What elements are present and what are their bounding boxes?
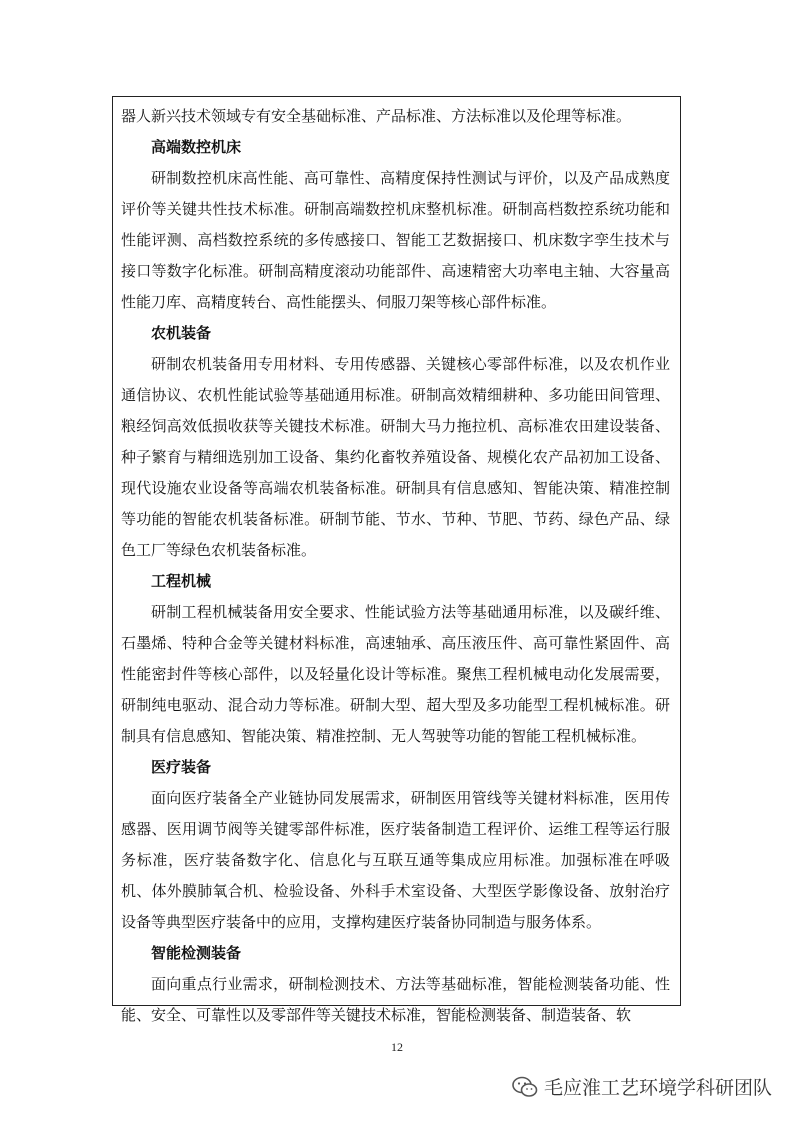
document-frame	[112, 96, 681, 1024]
paragraph-agri: 研制农机装备用专用材料、专用传感器、关键核心零部件标准，以及农机作业通信协议、农机性能试验等基础通用标准。研制高效精细耕种、多功能田间管理、粮经饲高效低损收获等关键技术标准。研制大马力拖拉机、高标准农田建设装备、种子繁育与精细选别加工设备、集约化畜牧养殖设备、规模化农产品初加工设备、现代设施农业设备等高端农机装备标准。研制具有信息感知、智能决策、精准控制等功能的智能农机装备标准。研制节能、节水、节种、节肥、节药、绿色产品、绿色工厂等绿色农机装备标准。	[121, 355, 670, 559]
section-heading-medical: 医疗装备	[151, 758, 212, 776]
paragraph-inspection: 面向重点行业需求，研制检测技术、方法等基础标准，智能检测装备功能、性能、安全、可靠性以及零部件等关键技术标准，智能检测装备、制造装备、软	[121, 975, 670, 1024]
section-heading-inspection: 智能检测装备	[151, 944, 242, 962]
watermark-text: 毛应淮工艺环境学科研团队	[543, 1077, 772, 1099]
page-number: 12	[391, 1040, 403, 1054]
paragraph-construction: 研制工程机械装备用安全要求、性能试验方法等基础通用标准，以及碳纤维、石墨烯、特种合金等关键材料标准，高速轴承、高压液压件、高可靠性紧固件、高性能密封件等核心部件，以及轻量化设计等标准。聚焦工程机械电动化发展需要，研制纯电驱动、混合动力等标准。研制大型、超大型及多功能型工程机械标准。研制具有信息感知、智能决策、精准控制、无人驾驶等功能的智能工程机械标准。	[121, 603, 670, 745]
section-heading-construction: 工程机械	[151, 572, 212, 590]
section-heading-agri: 农机装备	[151, 324, 212, 342]
wechat-watermark	[512, 1073, 772, 1100]
paragraph-cnc: 研制数控机床高性能、高可靠性、高精度保持性测试与评价，以及产品成熟度评价等关键共性技术标准。研制高端数控机床整机标准。研制高档数控系统功能和性能评测、高档数控系统的多传感接口、智能工艺数据接口、机床数字孪生技术与接口等数字化标准。研制高精度滚动功能部件、高速精密大功率电主轴、大容量高性能刀库、高精度转台、高性能摆头、伺服刀架等核心部件标准。	[121, 169, 670, 311]
paragraph-medical: 面向医疗装备全产业链协同发展需求，研制医用管线等关键材料标准，医用传感器、医用调节阀等关键零部件标准，医疗装备制造工程评价、运维工程等运行服务标准，医疗装备数字化、信息化与互联互通等集成应用标准。加强标准在呼吸机、体外膜肺氧合机、检验设备、外科手术室设备、大型医学影像设备、放射治疗设备等典型医疗装备中的应用，支撑构建医疗装备协同制造与服务体系。	[121, 789, 670, 931]
paragraph-intro-continuation: 器人新兴技术领域专有安全基础标准、产品标准、方法标准以及伦理等标准。	[121, 107, 632, 125]
section-heading-cnc: 高端数控机床	[151, 138, 242, 156]
wechat-icon	[512, 1076, 538, 1098]
